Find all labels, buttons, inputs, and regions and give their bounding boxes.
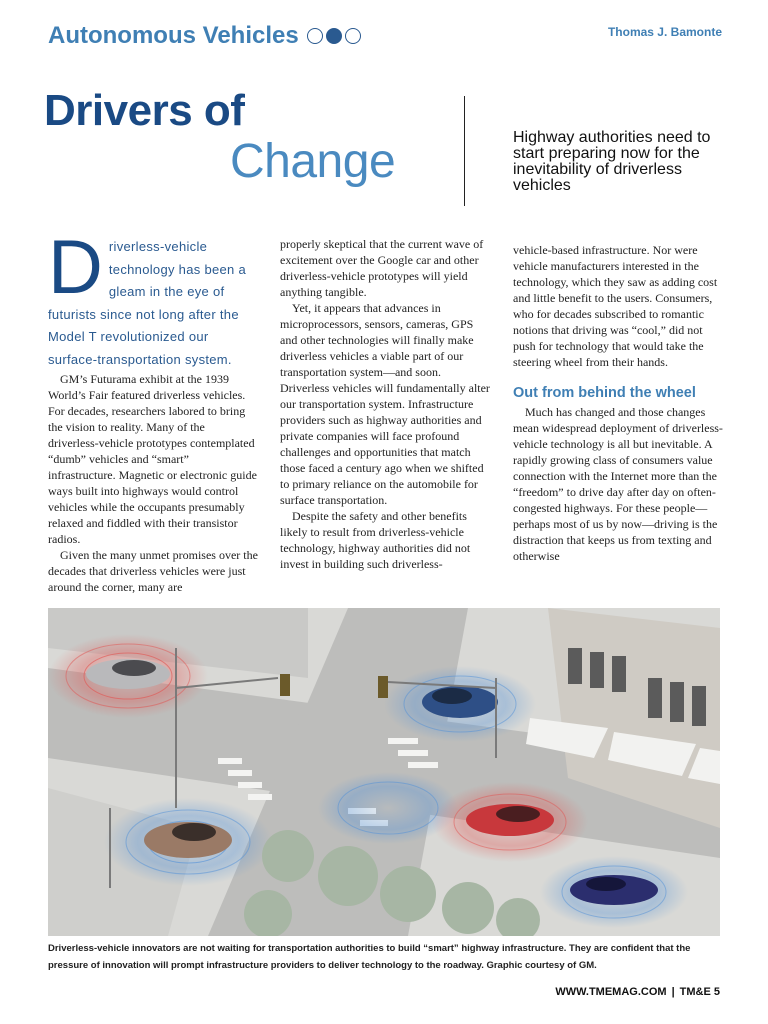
page-footer: [555, 986, 720, 998]
lead-paragraph: riverless-vehicle technology has been a gleam in the eye of futurists since not long after the Model T revolutionized our surface-transportation system.: [48, 239, 247, 367]
page-number: 5: [713, 986, 720, 998]
article-column-3: [513, 242, 723, 564]
body-paragraph: GM’s Futurama exhibit at the 1939 World’s Fair featured driverless vehicles. For decades, researchers labored to bring the vision to reality. Many of the driverless-vehicle prototypes contemplated “dumb” vehicles and “smart” infrastructure. Magnetic or electronic guide ways built into highways would control vehicles while the occupants presumably relaxed and fiddled with their transistor radios.: [48, 372, 257, 546]
car-dark-blue: [570, 875, 658, 905]
section-header: [48, 22, 361, 50]
dot-empty-icon: [345, 28, 361, 44]
article-column-2: [280, 236, 492, 572]
series-dots: [307, 28, 361, 44]
car-silver: [86, 659, 170, 689]
figure-caption: Driverless-vehicle innovators are not waiting for transportation authorities to build “smart” highway infrastructure. They are confident that the pressure of innovation will prompt infrastructure providers to deliver technology to the roadway. Graphic courtesy of GM.: [48, 943, 691, 971]
section-title: Autonomous Vehicles: [48, 22, 299, 49]
car-blue: [422, 686, 498, 718]
author-name: Thomas J. Bamonte: [607, 25, 722, 39]
subheading: Out from behind the wheel: [513, 385, 696, 401]
headline-line1: Drivers of: [44, 86, 245, 135]
headline-line2: Change: [230, 135, 396, 188]
car-red: [466, 804, 554, 836]
body-paragraph: vehicle-based infrastructure. Nor were vehicle manufacturers interested in the technology, which they saw as adding cost and little benefit to the users. Consumers, who for decades subscribed to romantic notions that driving was “cool,” did not push for technology that would take the steering wheel from their hands.: [513, 243, 718, 369]
drop-cap: D: [48, 225, 103, 310]
body-paragraph: Despite the safety and other benefits likely to result from driverless-vehicle technology, highway authorities did not invest in building such driverless-: [280, 509, 471, 571]
body-paragraph: Much has changed and those changes mean widespread deployment of driverless-vehicle technology is all but inevitable. A rapidly growing class of consumers value connection with the Internet more than the “freedom” to drive day after day on often-congested highways. For these people—perhaps most of us by now—driving is the distraction that keeps us from texting and otherwise: [513, 405, 723, 563]
body-paragraph: Yet, it appears that advances in microprocessors, sensors, cameras, GPS and other technologies will finally make driverless vehicles a viable part of our transportation system—and soon. Driverless vehicles will fundamentally alter our transportation system. Infrastructure providers such as highway authorities and private companies will face profound challenges and opportunities that match those faced a century ago when we shifted to primary reliance on the automobile for surface transportation.: [280, 301, 490, 507]
body-paragraph: Given the many unmet promises over the decades that driverless vehicles were just around the corner, many are: [48, 548, 258, 594]
footer-separator: |: [671, 986, 675, 998]
deck-text: Highway authorities need to start preparing now for the inevitability of driverless vehicles: [513, 129, 711, 194]
dot-empty-icon: [307, 28, 323, 44]
intersection-graphic: [48, 608, 720, 936]
footer-publication: TM&E: [679, 986, 711, 998]
body-paragraph: properly skeptical that the current wave of excitement over the Google car and other driverless-vehicle prototypes will yield anything tangible.: [280, 237, 484, 299]
dot-filled-icon: [326, 28, 342, 44]
intersection-illustration: [48, 608, 720, 936]
divider: [464, 96, 465, 206]
footer-website: WWW.TMEMAG.COM: [555, 986, 667, 998]
article-column-1: [48, 225, 258, 595]
car-brown: [144, 822, 232, 858]
